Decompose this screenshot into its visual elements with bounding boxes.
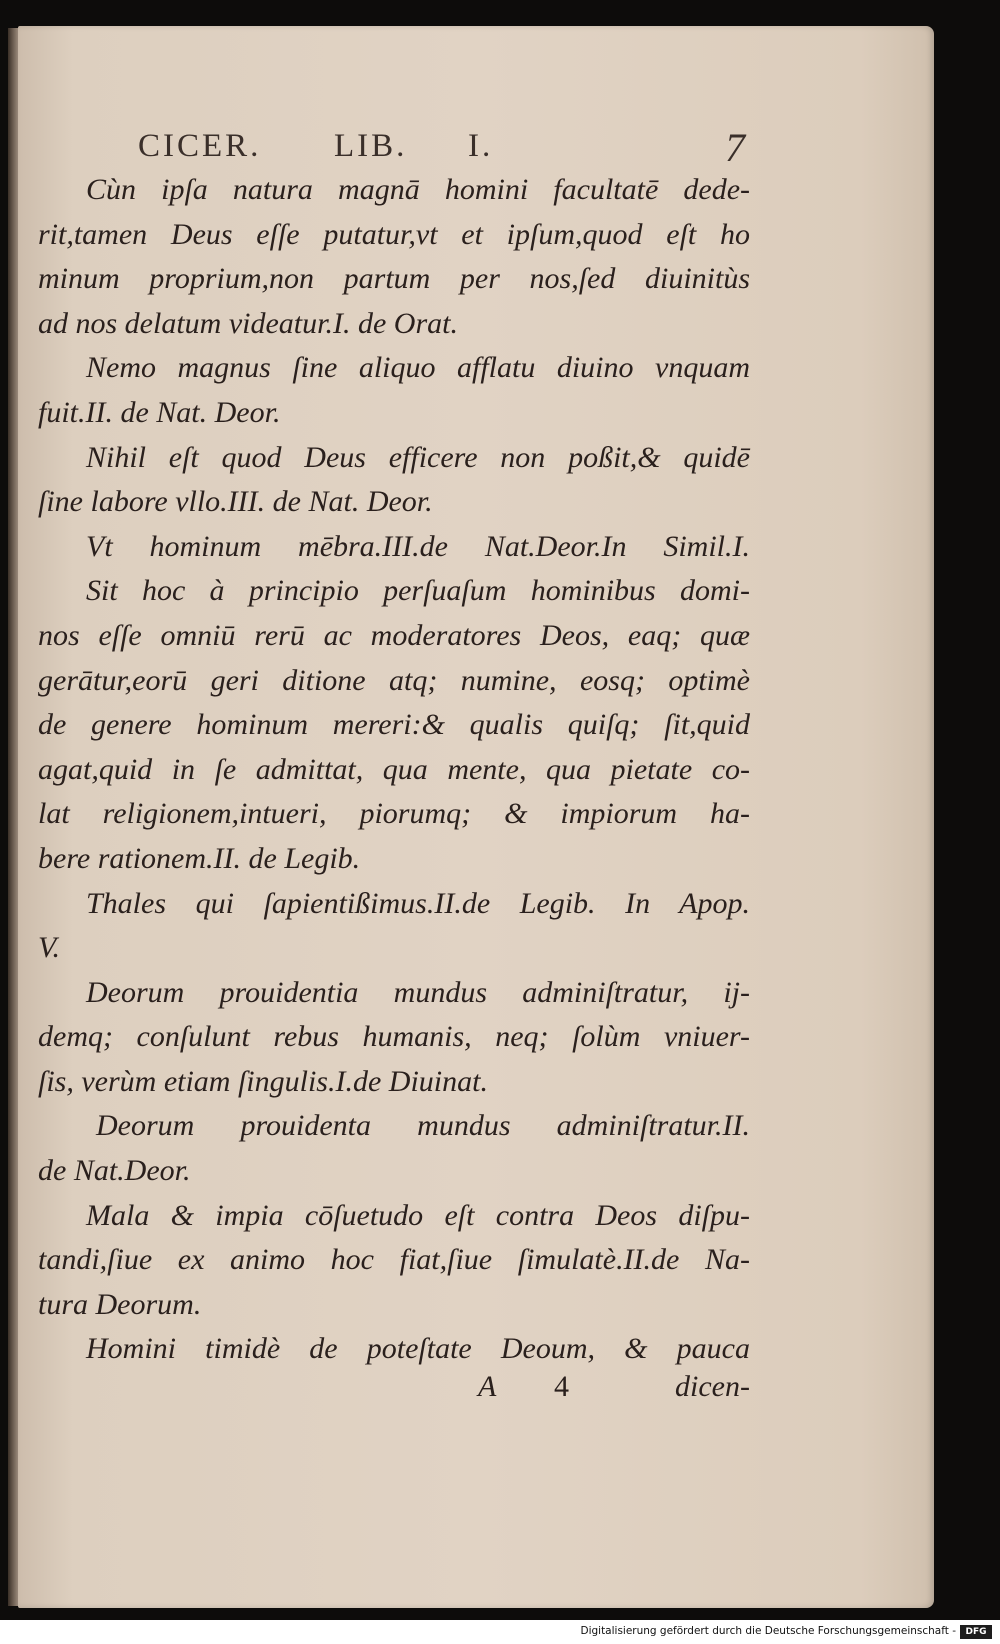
text-line: agat,quid in ſe admittat, qua mente, qua pietate co-	[38, 752, 750, 786]
running-head-title: CICER.	[138, 128, 262, 164]
text-line: Vt hominum mēbra.III.de Nat.Deor.In Simil.I.	[86, 529, 750, 563]
text-line: rit,tamen Deus eſſe putatur,vt et ipſum,quod eſt ho	[38, 217, 750, 251]
text-line: bere rationem.II. de Legib.	[38, 841, 361, 875]
text-line: minum proprium,non partum per nos,ſed diuinitùs	[38, 262, 750, 296]
body-text	[38, 168, 750, 1372]
running-head-book-number: I.	[468, 128, 494, 164]
text-line: tura Deorum.	[38, 1287, 202, 1321]
book-page	[18, 26, 934, 1608]
text-line: tandi,ſiue ex animo hoc fiat,ſiue ſimulatè.II.de Na-	[38, 1243, 750, 1277]
text-line: Nemo magnus ſine aliquo afflatu diuino vnquam	[86, 351, 750, 385]
text-line: nos eſſe omniū rerū ac moderatores Deos, eaq; quæ	[38, 618, 750, 652]
funding-notice: Digitalisierung gefördert durch die Deutsche Forschungsgemeinschaft -	[580, 1625, 956, 1637]
catchword: dicen-	[675, 1370, 750, 1403]
text-line: Thales qui ſapientißimus.II.de Legib. In Apop.	[86, 886, 750, 920]
text-line: lat religionem,intueri, piorumq; & impiorum ha-	[38, 797, 750, 831]
text-line: Mala & impia cōſuetudo eſt contra Deos diſpu-	[86, 1198, 750, 1232]
running-head-lib: LIB.	[334, 128, 408, 164]
text-line: Deorum prouidentia mundus adminiſtratur, ij-	[86, 975, 750, 1009]
signature-number: 4	[554, 1370, 569, 1403]
running-head	[138, 124, 748, 174]
text-line: Homini timidè de poteſtate Deoum, & pauca	[86, 1332, 750, 1366]
text-line: Nihil eſt quod Deus efficere non poßit,& quidē	[86, 440, 750, 474]
text-line: demq; conſulunt rebus humanis, neq; ſolùm vniuer-	[38, 1020, 750, 1054]
text-line: V.	[38, 931, 60, 965]
footer-bar	[0, 1622, 1000, 1644]
signature-mark: A	[478, 1370, 497, 1403]
text-line: Cùn ipſa natura magnā homini facultatē dede-	[86, 173, 750, 206]
text-line: gerātur,eorū geri ditione atq; numine, eosq; optimè	[38, 663, 750, 697]
text-line: de Nat.Deor.	[38, 1154, 191, 1188]
text-line: ad nos delatum videatur.I. de Orat.	[38, 306, 458, 340]
page-number: 7	[725, 125, 748, 170]
text-line: Deorum prouidenta mundus adminiſtratur.II.	[96, 1109, 750, 1143]
text-line: ſis, verùm etiam ſingulis.I.de Diuinat.	[38, 1064, 488, 1098]
text-line: Sit hoc à principio perſuaſum hominibus domi-	[86, 574, 750, 608]
dfg-logo-icon: DFG	[960, 1625, 992, 1639]
text-line: fuit.II. de Nat. Deor.	[38, 395, 281, 429]
text-line: de genere hominum mereri:& qualis quiſq; ſit,quid	[38, 708, 750, 742]
catchline	[478, 1370, 750, 1414]
text-line: ſine labore vllo.III. de Nat. Deor.	[38, 485, 433, 519]
